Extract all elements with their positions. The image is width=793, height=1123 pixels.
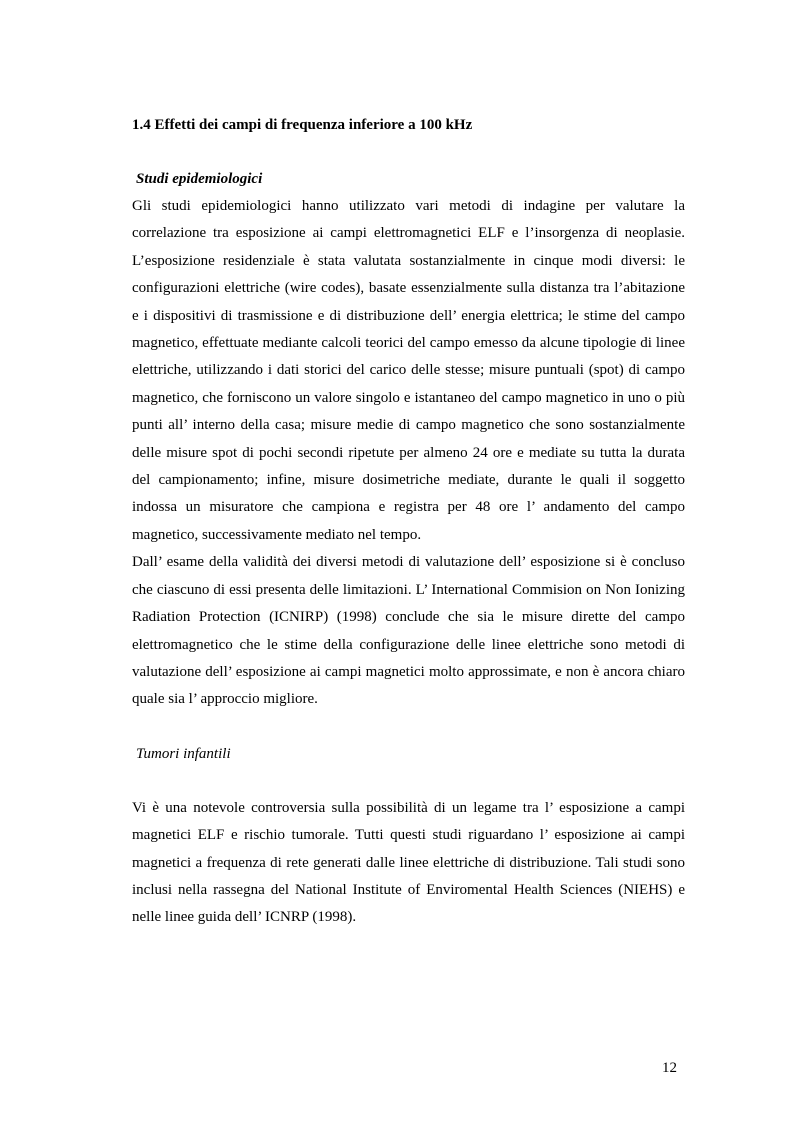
subsection-heading-epidemiological-studies: Studi epidemiologici bbox=[136, 171, 263, 187]
paragraph-exposure-methods: Gli studi epidemiologici hanno utilizzato vari metodi di indagine per valutare la correlazione tra esposizione ai campi elettromagnetici ELF e l’insorgenza di neoplasie. L’esposizione residenziale è stata valutata sostanzialmente in cinque modi diversi: le configurazioni elettriche (wire codes), basate essenzialmente sulla distanza tra l’abitazione e i dispositivi di trasmissione e di distribuzione dell’ energia elettrica; le stime del campo magnetico, effettuate mediante calcoli teorici del campo emesso da alcune tipologie di linee elettriche, utilizzando i dati storici del carico delle stesse; misure puntuali (spot) di campo magnetico, che forniscono un valore singolo e istantaneo del campo magnetico in uno o più punti all’ interno della casa; misure medie di campo magnetico che sono sostanzialmente delle misure spot di pochi secondi ripetute per almeno 24 ore e mediate su tutta la durata del campionamento; infine, misure dosimetriche mediate, durante le quali il soggetto indossa un misuratore che campiona e registra per 48 ore l’ andamento del campo magnetico, successivamente mediato nel tempo. bbox=[132, 198, 685, 543]
subsection-heading-childhood-tumors: Tumori infantili bbox=[136, 745, 231, 762]
spacer bbox=[132, 714, 685, 741]
spacer bbox=[132, 768, 685, 795]
paragraph-childhood-tumors: Vi è una notevole controversia sulla possibilità di un legame tra l’ esposizione a campi magnetici ELF e rischio tumorale. Tutti questi studi riguardano l’ esposizione ai campi magnetici a frequenza di rete generati dalle linee elettriche di distribuzione. Tali studi sono inclusi nella rassegna del National Institute of Enviromental Health Sciences (NIEHS) e nelle linee guida dell’ ICNRP (1998). bbox=[132, 799, 685, 926]
page-content bbox=[132, 112, 685, 932]
paragraph-exposure-validity: Dall’ esame della validità dei diversi metodi di valutazione dell’ esposizione si è concluso che ciascuno di essi presenta delle limitazioni. L’ International Commision on Non Ionizing Radiation Protection (ICNIRP) (1998) conclude che sia le misure dirette del campo elettromagnetico che le stime della configurazione delle linee elettriche sono metodi di valutazione dell’ esposizione ai campi magnetici molto approssimate, e non è ancora chiaro quale sia l’ approccio migliore. bbox=[132, 554, 685, 708]
page-number: 12 bbox=[662, 1060, 677, 1076]
section-title: 1.4 Effetti dei campi di frequenza inferiore a 100 kHz bbox=[132, 117, 473, 133]
